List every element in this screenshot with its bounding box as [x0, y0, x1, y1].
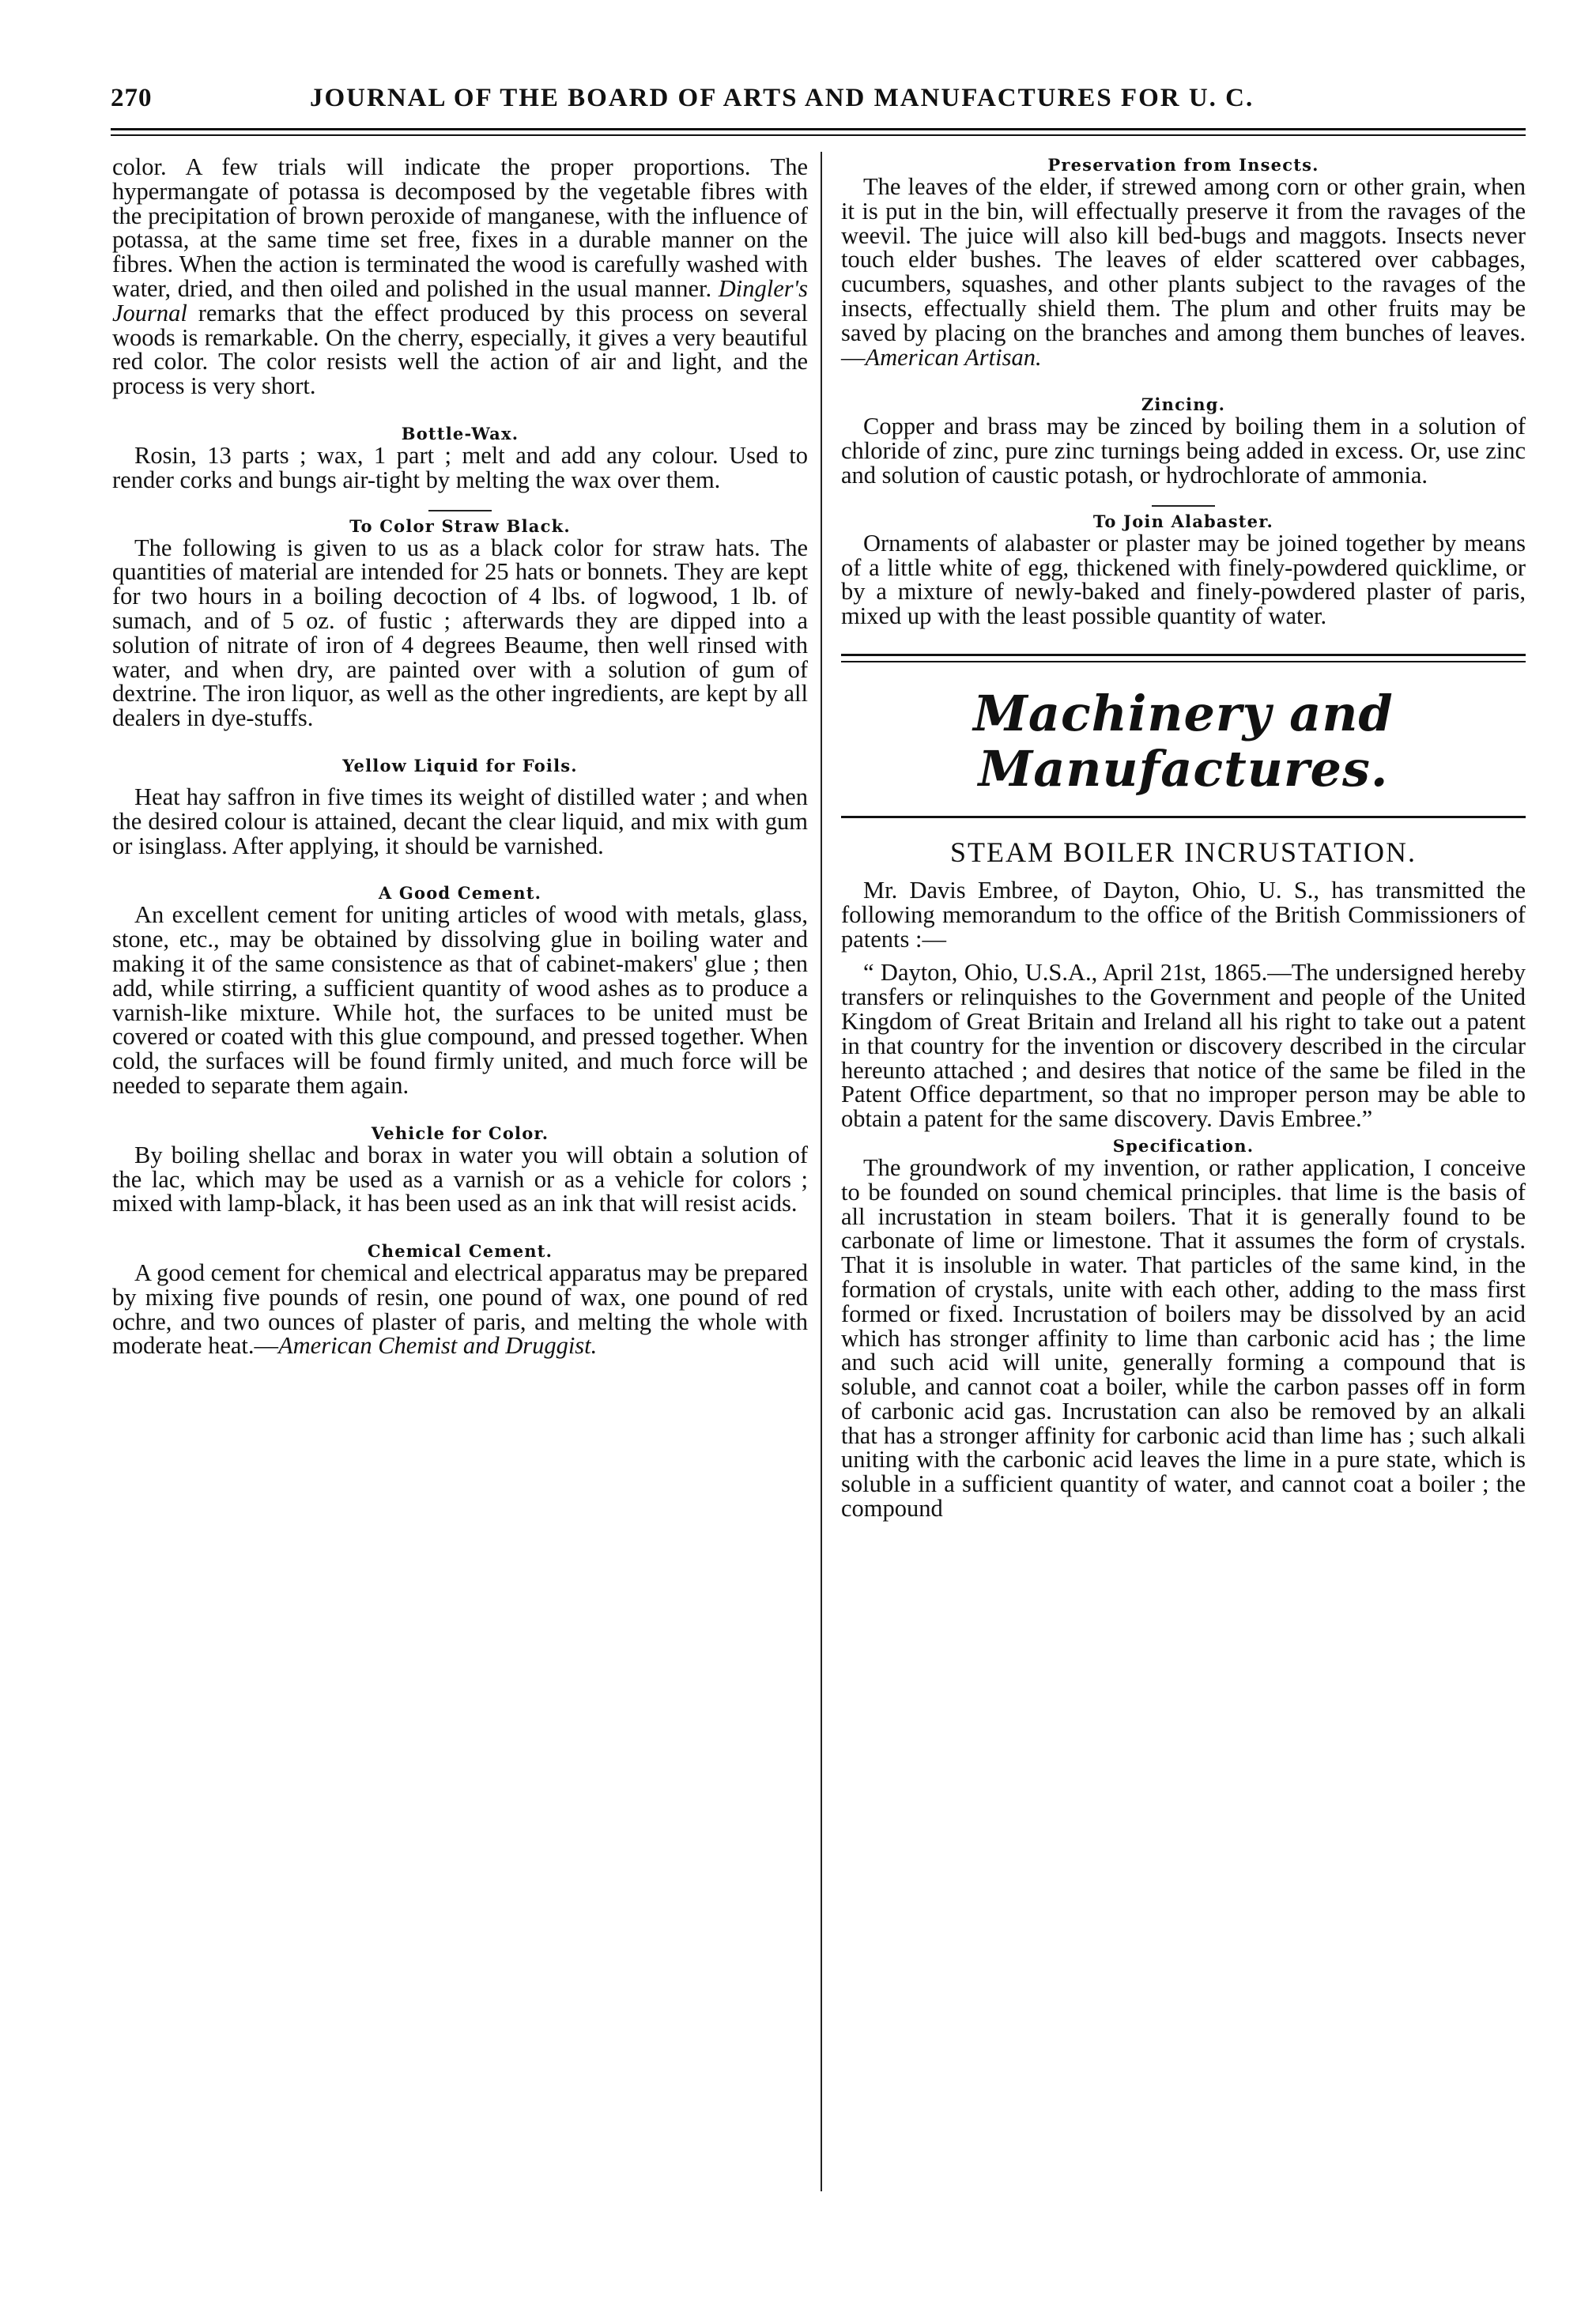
right-column [841, 155, 1526, 1521]
page-header [111, 84, 1526, 128]
steam-paragraph-3: The groundwork of my invention, or rather application, I conceive to be founded on sound chemical principles. that lime is the basis of all incrustation in steam boilers. That it is generally found to be carbonate of lime or limestone. That it assumes the form of crystals. That it is insoluble in water. That particles of the same kind, in the formation of crystals, unite with each other, adding to the mass first formed or fixed. Incrustation of boilers may be dissolved by an acid which has stronger affinity to lime than carbonic acid has ; the lime and such acid will unite, generally forming a compound that is soluble, and cannot coat a boiler, while the carbon passes off in form of carbonic acid gas. Incrustation can also be removed by an alkali that has a stronger affinity for carbonic acid than lime has ; such alkali uniting with the carbonic acid leaves the lime in a pure state, which is soluble in a sufficient quantity of water, and cannot coat a boiler ; the compound [841, 1153, 1526, 1523]
insects-text [841, 175, 1526, 369]
insects-heading: Preservation from Insects. [1047, 155, 1319, 175]
chemical-cement-heading: Chemical Cement. [367, 1241, 553, 1262]
section-banner [841, 654, 1526, 818]
chemical-cement-text [112, 1261, 808, 1358]
straw-black-heading: To Color Straw Black. [349, 515, 571, 536]
header-rule [111, 128, 1526, 136]
intro-text: color. A few trials will indicate the proper proportions. The hypermangate of potassa is decomposed by the vegetable fibres with the precipitation of brown peroxide of manganese, with the influence of potassa, at the same time set free, fixes in a durable manner on the fibres. When the action is terminated the wood is carefully washed with water, dried, and then oiled and polished in the usual manner. [112, 153, 808, 302]
intro-paragraph [112, 155, 808, 398]
specification-heading: Specification. [1112, 1135, 1255, 1156]
insects-source: American Artisan. [865, 343, 1042, 371]
alabaster-heading: To Join Alabaster. [1092, 511, 1274, 531]
yellow-liquid-text: Heat hay saffron in five times its weight of distilled water ; and when the desired colour is attained, decant the clear liquid, and mix with gum or isinglass. After applying, it should be varnished. [112, 783, 808, 859]
straw-black-text: The following is given to us as a black color for straw hats. The quantities of material are intended for 25 hats or bonnets. They are kept for two hours in a boiling decoction of 4 lbs. of logwood, 1 lb. of sumach, and of 5 oz. of fustic ; afterwards they are dipped into a solution of nitrate of iron of 4 degrees Beaume, then well rinsed with water, and when dry, are painted over with a solution of gum of dextrine. The iron liquor, as well as the other ingredients, are kept by all dealers in dye-stuffs. [112, 534, 808, 732]
chemical-cement-body: A good cement for chemical and electrical apparatus may be prepared by mixing five pounds of resin, one pound of wax, one pound of red ochre, and two ounces of plaster of paris, and melting the whole with moderate heat.— [112, 1259, 808, 1360]
vehicle-heading: Vehicle for Color. [371, 1123, 549, 1143]
intro-text-cont: remarks that the effect produced by this process on several woods is remarkable. On the cherry, especially, it gives a very beautiful red color. The color resists well the action of air and light, and the process is very short. [112, 299, 808, 400]
zincing-heading: Zincing. [1141, 394, 1226, 415]
alabaster-text: Ornaments of alabaster or plaster may be joined together by means of a little white of egg, thickened with finely-powdered quicklime, or by a mixture of newly-baked and finely-powdered plaster of paris, mixed up with the least possible quantity of water. [841, 529, 1526, 630]
yellow-liquid-heading: Yellow Liquid for Foils. [342, 755, 578, 776]
banner-rule-top [841, 654, 1526, 662]
chemical-cement-source: American Chemist and Druggist. [278, 1332, 598, 1360]
intro-citation: Dingler's Journal [112, 274, 809, 326]
bottle-wax-text: Rosin, 13 parts ; wax, 1 part ; melt and add any colour. Used to render corks and bungs air-tight by melting the wax over them. [112, 441, 808, 493]
bottle-wax-heading: Bottle-Wax. [401, 423, 519, 443]
left-column [112, 155, 808, 1358]
steam-paragraph-1: Mr. Davis Embree, of Dayton, Ohio, U. S., has transmitted the following memorandum to the office of the British Commissioners of patents :— [841, 876, 1526, 953]
vehicle-text: By boiling shellac and borax in water you will obtain a solution of the lac, which may be used as a varnish or as a vehicle for colors ; mixed with lamp-black, it has been used as an ink that will resist acids. [112, 1141, 808, 1217]
banner-rule-bottom [841, 816, 1526, 818]
banner-title: Machinery and Manufactures. [973, 684, 1394, 798]
running-head: JOURNAL OF THE BOARD OF ARTS AND MANUFACTURES FOR U. C. [310, 84, 1255, 112]
good-cement-text: An excellent cement for uniting articles of wood with metals, glass, stone, etc., may be obtained by dissolving glue in boiling water and making it of the same consistence as that of cabinet-makers' glue ; then add, while stirring, a sufficient quantity of wood ashes as to produce a varnish-like mixture. While hot, the surfaces to be united must be covered or coated with this glue compound, and pressed together. When cold, the surfaces will be found firmly united, and much force will be needed to separate them again. [112, 901, 808, 1099]
page-number: 270 [111, 84, 153, 112]
column-divider [821, 152, 822, 2191]
good-cement-heading: A Good Cement. [378, 883, 542, 904]
article-title: STEAM BOILER INCRUSTATION. [949, 836, 1417, 868]
steam-paragraph-2: “ Dayton, Ohio, U.S.A., April 21st, 1865.—The undersigned hereby transfers or relinquishes to the Government and people of the United Kingdom of Great Britain and Ireland all his right to take out a patent in that country for the invention or discovery described in the circular hereunto attached ; and desires that notice of the same be filed in the Patent Office department, so that no improper person may be able to obtain a patent for the same discovery. Davis Embree.” [841, 959, 1526, 1133]
zincing-text: Copper and brass may be zinced by boiling them in a solution of chloride of zinc, pure zinc turnings being added in excess. Or, use zinc and solution of caustic potash, or hydrochlorate of ammonia. [841, 413, 1526, 489]
insects-body: The leaves of the elder, if strewed among corn or other grain, when it is put in the bin, will effectually preserve it from the ravages of the weevil. The juice will also kill bed-bugs and maggots. Insects never touch elder bushes. The leaves of elder scattered over cabbages, cucumbers, squashes, and other plants subject to the ravages of the insects, effectually shield them. The plum and other fruits may be saved by placing on the branches and among them bunches of leaves.— [841, 173, 1526, 371]
